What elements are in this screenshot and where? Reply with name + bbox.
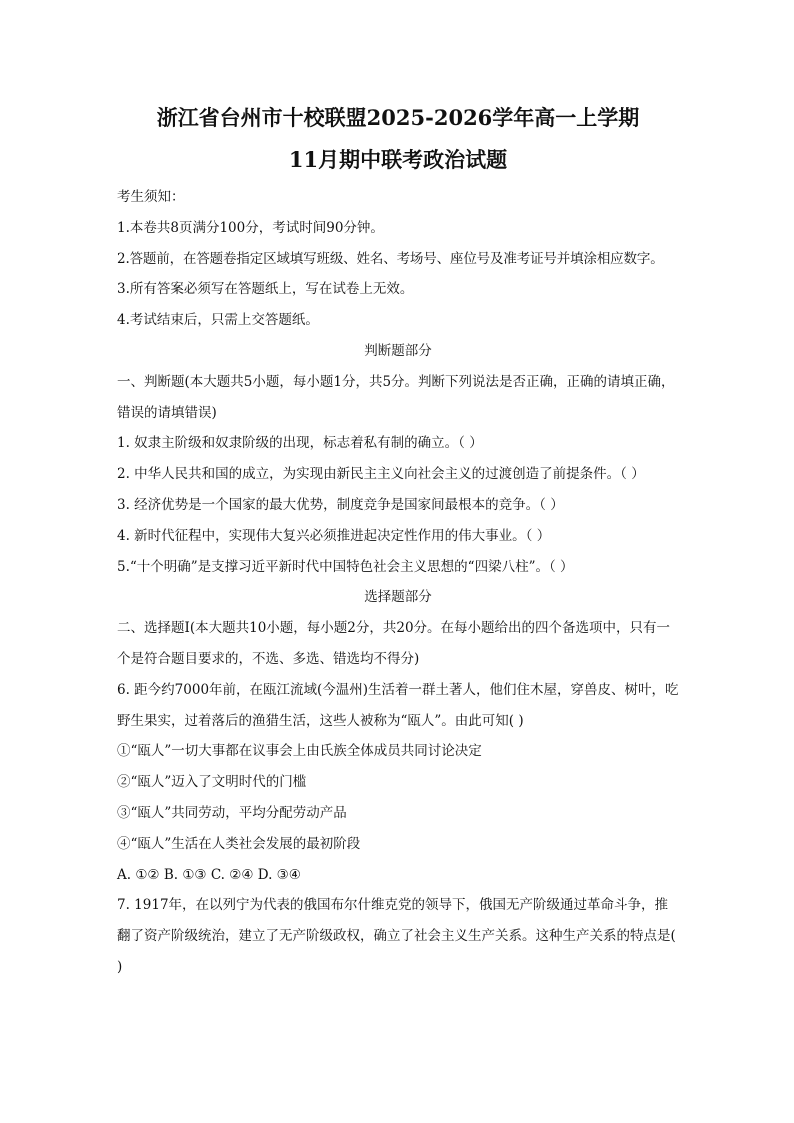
notice-item-4: 4.考试结束后，只需上交答题纸。 — [117, 312, 319, 329]
document-title-line-2: 11月期中联考政治试题 — [288, 147, 508, 172]
choice-question-7-stem: 7. 1917年，在以列宁为代表的俄国布尔什维克党的领导下，俄国无产阶级通过革命斗争，推翻了资产阶级统治，建立了无产阶级政权，确立了社会主义生产关系。这种生产关系的特点是( ) — [117, 897, 676, 975]
notice-item-2: 2.答题前，在答题卷指定区域填写班级、姓名、考场号、座位号及准考证号并填涂相应数字。 — [117, 250, 664, 267]
notice-item-1: 1.本卷共8页满分100分，考试时间90分钟。 — [117, 219, 384, 236]
choice-question-6-option-4: ④“瓯人”生活在人类社会发展的最初阶段 — [117, 835, 361, 852]
choice-question-6-option-2: ②“瓯人”迈入了文明时代的门槛 — [117, 774, 307, 791]
notice-heading: 考生须知： — [117, 189, 185, 205]
part1-heading: 判断题部分 — [364, 342, 432, 359]
choice-question-6-stem: 6. 距今约7000年前，在瓯江流域(今温州)生活着一群土著人，他们住木屋，穿兽皮、树叶，吃野生果实，过着落后的渔猎生活，这些人被称为“瓯人”。由此可知( ) — [117, 681, 679, 729]
notice-item-3: 3.所有答案必须写在答题纸上，写在试卷上无效。 — [117, 281, 414, 298]
part1-instructions: 一、判断题(本大题共5小题，每小题1分，共5分。判断下列说法是否正确，正确的请填正确，错误的请填错误) — [117, 373, 675, 421]
part2-instructions: 二、选择题Ⅰ(本大题共10小题，每小题2分，共20分。在每小题给出的四个备选项中，只有一个是符合题目要求的，不选、多选、错选均不得分) — [117, 620, 671, 667]
choice-question-6-option-3: ③“瓯人”共同劳动，平均分配劳动产品 — [117, 804, 347, 821]
choice-question-6-choices: A. ①② B. ①③ C. ②④ D. ③④ — [117, 866, 301, 883]
part2-heading: 选择题部分 — [364, 589, 432, 606]
judge-question-5: 5.“十个明确”是支撑习近平新时代中国特色社会主义思想的“四梁八柱”。（ ） — [117, 558, 574, 575]
judge-question-4: 4. 新时代征程中，实现伟大复兴必须推进起决定性作用的伟大事业。（ ） — [117, 527, 551, 544]
document-title-line-1: 浙江省台州市十校联盟2025-2026学年高一上学期 — [156, 105, 640, 130]
judge-question-2: 2. 中华人民共和国的成立，为实现由新民主主义向社会主义的过渡创造了前提条件。（ ） — [117, 466, 645, 483]
judge-question-3: 3. 经济优势是一个国家的最大优势，制度竞争是国家间最根本的竞争。（ ） — [117, 496, 564, 513]
document-content — [117, 100, 679, 983]
judge-question-1: 1. 奴隶主阶级和奴隶阶级的出现，标志着私有制的确立。（ ） — [117, 435, 483, 452]
choice-question-6-option-1: ①“瓯人”一切大事都在议事会上由氏族全体成员共同讨论决定 — [117, 743, 482, 760]
